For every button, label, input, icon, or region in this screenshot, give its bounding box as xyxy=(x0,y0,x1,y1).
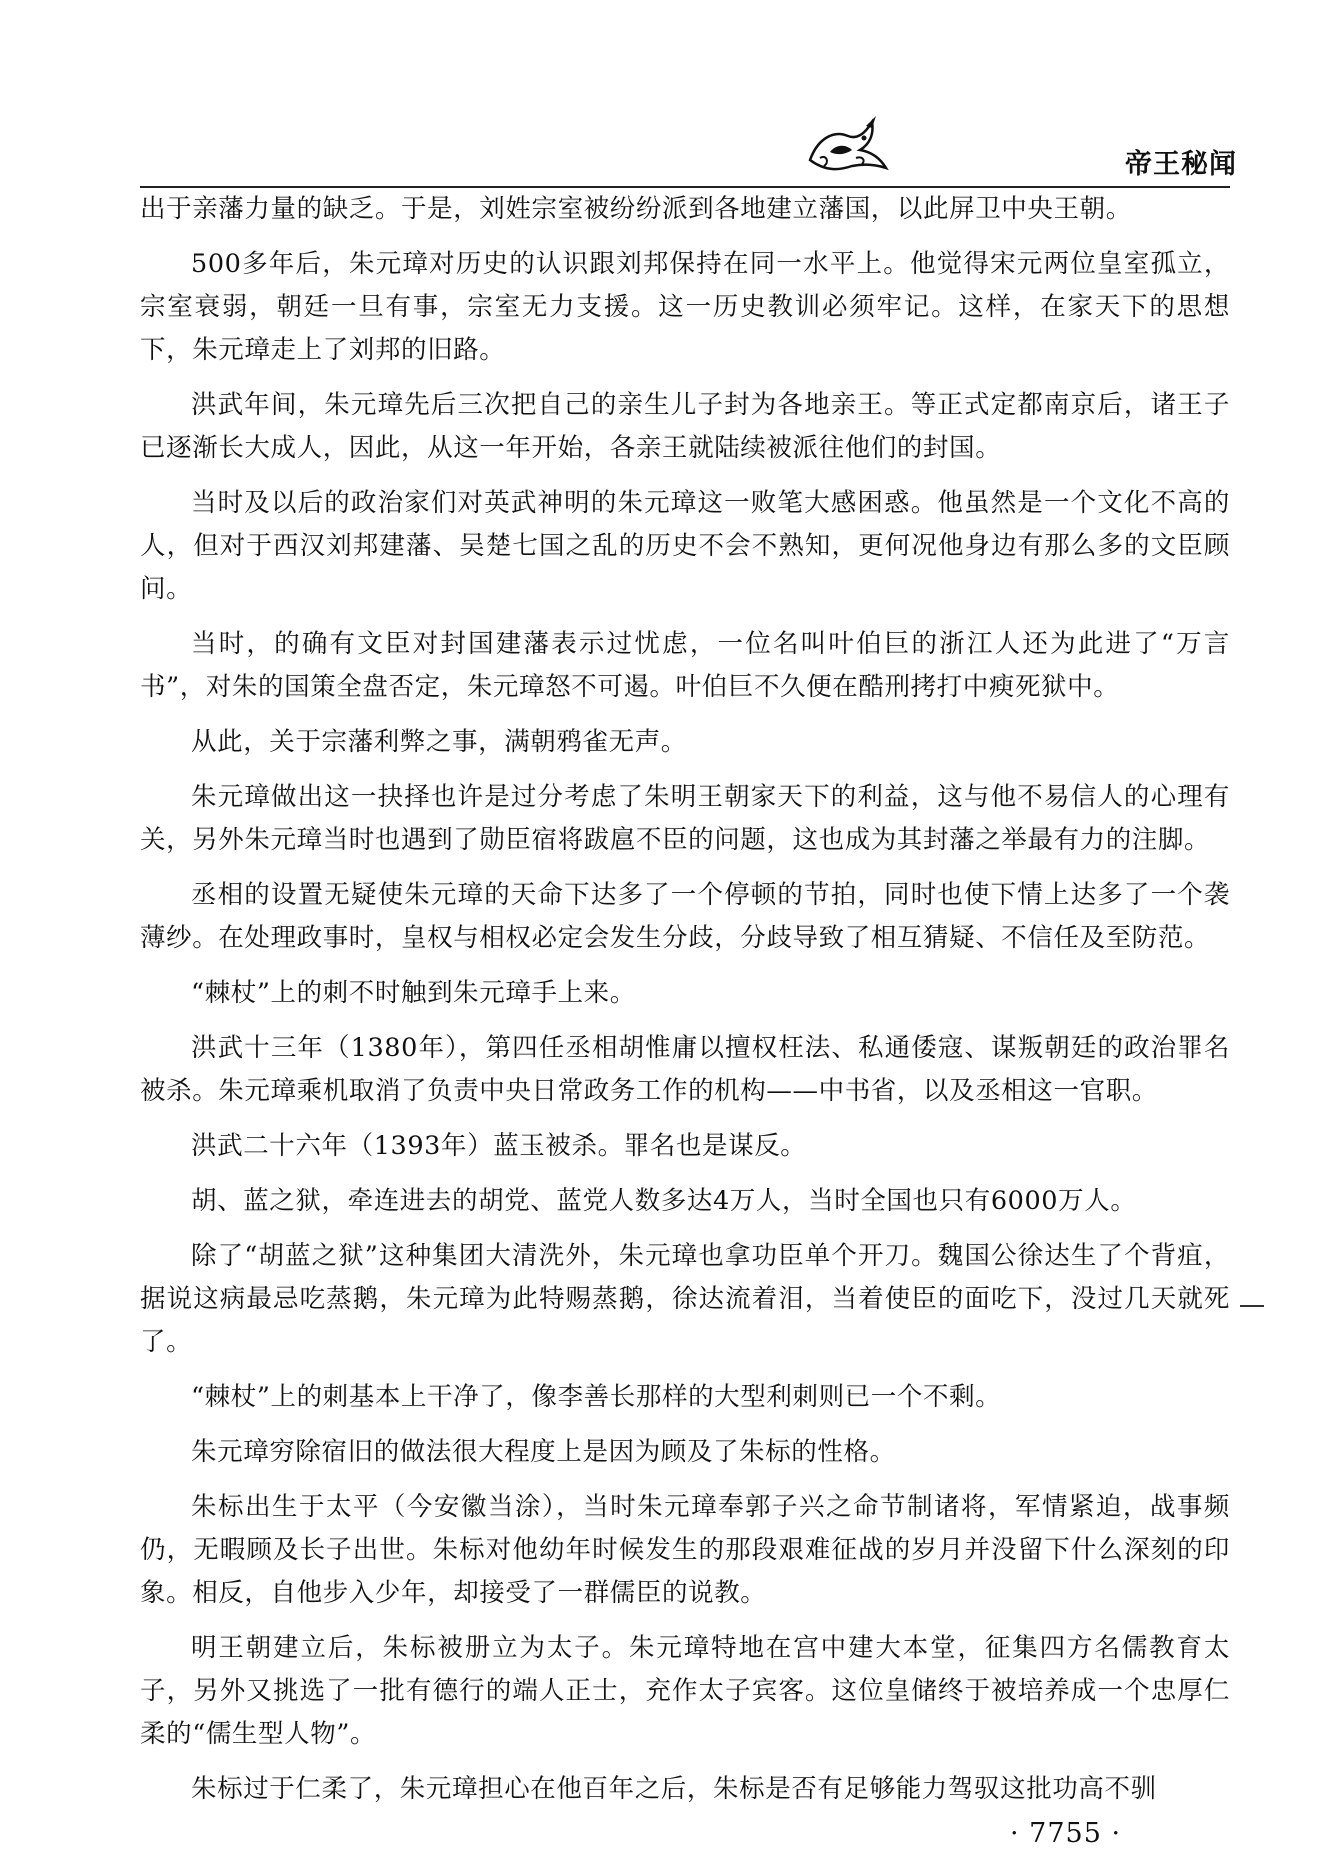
paragraph: 洪武二十六年（1393年）蓝玉被杀。罪名也是谋反。 xyxy=(191,1131,807,1161)
paragraph: 出于亲藩力量的缺乏。于是，刘姓宗室被纷纷派到各地建立藩国，以此屏卫中央王朝。 xyxy=(140,194,1132,224)
paragraph: 朱元璋做出这一抉择也许是过分考虑了朱明王朝家天下的利益，这与他不易信人的心理有关，另外朱元璋当时也遇到了勋臣宿将跋扈不臣的问题，这也成为其封藩之举最有力的注脚。 xyxy=(140,782,1230,855)
paragraph: 胡、蓝之狱，牵连进去的胡党、蓝党人数多达4万人，当时全国也只有6000万人。 xyxy=(191,1186,1137,1216)
paragraph: 丞相的设置无疑使朱元璋的天命下达多了一个停顿的节拍，同时也使下情上达多了一个袭薄纱。在处理政事时，皇权与相权必定会发生分歧，分歧导致了相互猜疑、不信任及至防范。 xyxy=(140,880,1230,953)
paragraph: 洪武年间，朱元璋先后三次把自己的亲生儿子封为各地亲王。等正式定都南京后，诸王子已逐渐长大成人，因此，从这一年开始，各亲王就陆续被派往他们的封国。 xyxy=(140,390,1230,463)
paragraph: 当时，的确有文臣对封国建藩表示过忧虑，一位名叫叶伯巨的浙江人还为此进了“万言书”，对朱的国策全盘否定，朱元璋怒不可遏。叶伯巨不久便在酷刑拷打中瘐死狱中。 xyxy=(140,629,1230,702)
paragraph: 除了“胡蓝之狱”这种集团大清洗外，朱元璋也拿功臣单个开刀。魏国公徐达生了个背疽，据说这病最忌吃蒸鹅，朱元璋为此特赐蒸鹅，徐达流着泪，当着使臣的面吃下，没过几天就死了。 xyxy=(140,1241,1230,1357)
paragraph: 洪武十三年（1380年），第四任丞相胡惟庸以擅权枉法、私通倭寇、谋叛朝廷的政治罪名被杀。朱元璋乘机取消了负责中央日常政务工作的机构——中书省，以及丞相这一官职。 xyxy=(140,1033,1230,1106)
margin-dash xyxy=(1240,1305,1264,1307)
paragraph: 朱标出生于太平（今安徽当涂），当时朱元璋奉郭子兴之命节制诸将，军情紧迫，战事频仍，无暇顾及长子出世。朱标对他幼年时候发生的那段艰难征战的岁月并没留下什么深刻的印象。相反，自他步入少年，却接受了一群儒臣的说教。 xyxy=(140,1492,1230,1608)
paragraph: “棘杖”上的刺不时触到朱元璋手上来。 xyxy=(191,978,636,1008)
page-header xyxy=(0,0,1322,180)
page-number: · 7755 · xyxy=(1010,1818,1122,1849)
body-text xyxy=(140,188,1230,1823)
book-title: 帝王秘闻 xyxy=(1125,149,1237,180)
paragraph: 朱元璋穷除宿旧的做法很大程度上是因为顾及了朱标的性格。 xyxy=(191,1437,896,1467)
paragraph: 500多年后，朱元璋对历史的认识跟刘邦保持在同一水平上。他觉得宋元两位皇室孤立，宗室衰弱，朝廷一旦有事，宗室无力支援。这一历史教训必须牢记。这样，在家天下的思想下，朱元璋走上了刘邦的旧路。 xyxy=(140,249,1230,365)
paragraph: 从此，关于宗藩利弊之事，满朝鸦雀无声。 xyxy=(191,727,687,757)
paragraph: “棘杖”上的刺基本上干净了，像李善长那样的大型利刺则已一个不剩。 xyxy=(191,1382,1002,1412)
paragraph: 明王朝建立后，朱标被册立为太子。朱元璋特地在宫中建大本堂，征集四方名儒教育太子，另外又挑选了一批有德行的端人正士，充作太子宾客。这位皇储终于被培养成一个忠厚仁柔的“儒生型人物”。 xyxy=(140,1633,1230,1749)
paragraph: 朱标过于仁柔了，朱元璋担心在他百年之后，朱标是否有足够能力驾驭这批功高不驯 xyxy=(191,1774,1157,1804)
paragraph: 当时及以后的政治家们对英武神明的朱元璋这一败笔大感困惑。他虽然是一个文化不高的人，但对于西汉刘邦建藩、吴楚七国之乱的历史不会不熟知，更何况他身边有那么多的文臣顾问。 xyxy=(140,488,1230,604)
dragon-emblem-icon xyxy=(800,108,892,178)
